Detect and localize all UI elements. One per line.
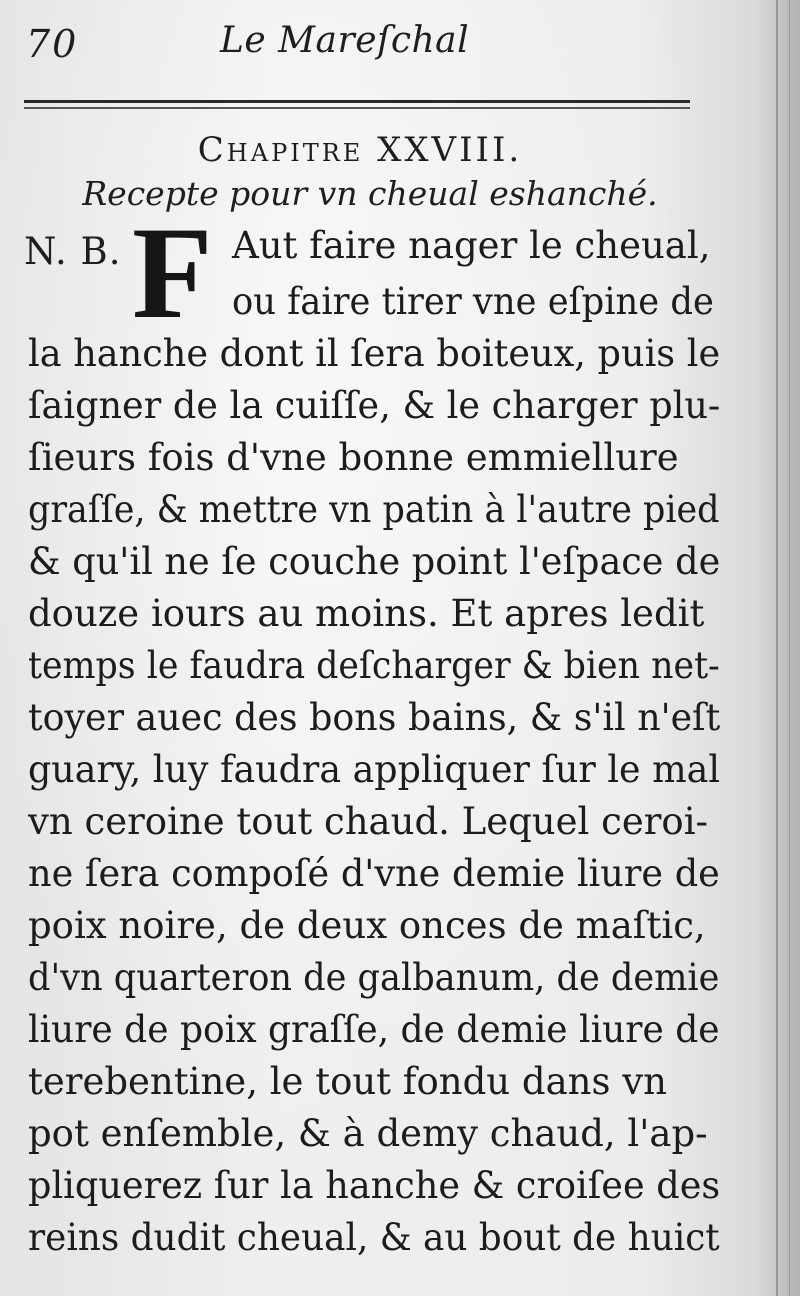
text-line: ſieurs fois d'vne bonne emmiellure xyxy=(28,436,679,479)
text-line: ne ſera compoſé d'vne demie liure de xyxy=(28,852,720,895)
header-rule xyxy=(24,100,690,103)
text-line: guary, luy faudra appliquer ſur le mal xyxy=(28,748,721,791)
text-line: vn ceroine tout chaud. Lequel ceroi- xyxy=(28,800,709,843)
running-head: Le Mareſchal xyxy=(220,20,470,61)
text-line: graſſe, & mettre vn patin à l'autre pied xyxy=(28,488,720,531)
text-line: temps le faudra deſcharger & bien net- xyxy=(28,644,720,687)
text-line: Aut faire nager le cheual, xyxy=(232,224,711,267)
text-line: liure de poix graſſe, de demie liure de xyxy=(28,1008,720,1051)
header-rule-thin xyxy=(24,107,690,109)
text-line: d'vn quarteron de galbanum, de demie xyxy=(28,956,720,999)
text-line: terebentine, le tout fondu dans vn xyxy=(28,1060,667,1103)
page-number: 70 xyxy=(26,22,79,66)
drop-cap: F xyxy=(132,199,213,346)
chapter-subtitle: Recepte pour vn cheual eshanché. xyxy=(82,174,658,213)
text-line: pot enſemble, & à demy chaud, l'ap- xyxy=(28,1112,708,1155)
chapter-label: Chapitre xyxy=(197,130,364,170)
chapter-number: XXVIII. xyxy=(377,130,523,170)
text-line: reins dudit cheual, & au bout de huict xyxy=(28,1216,720,1259)
text-line: douze iours au moins. Et apres ledit xyxy=(28,592,705,635)
text-line: & qu'il ne ſe couche point l'eſpace de xyxy=(28,540,721,583)
text-line: pliquerez ſur la hanche & croiſee des xyxy=(28,1164,721,1207)
text-line: la hanche dont il ſera boiteux, puis le xyxy=(28,332,721,375)
text-line: ou faire tirer vne eſpine de xyxy=(232,280,714,323)
text-line: ſaigner de la cuiſſe, & le charger plu- xyxy=(28,384,721,427)
page-gutter-shadow xyxy=(756,0,800,1296)
page-edge-line xyxy=(776,0,778,1296)
text-line: poix noire, de deux onces de maſtic, xyxy=(28,904,706,947)
margin-note: N. B. xyxy=(24,230,122,273)
chapter-heading xyxy=(0,130,720,170)
text-line: toyer auec des bons bains, & s'il n'eſt xyxy=(28,696,721,739)
page-edge-line-outer xyxy=(789,0,790,1296)
